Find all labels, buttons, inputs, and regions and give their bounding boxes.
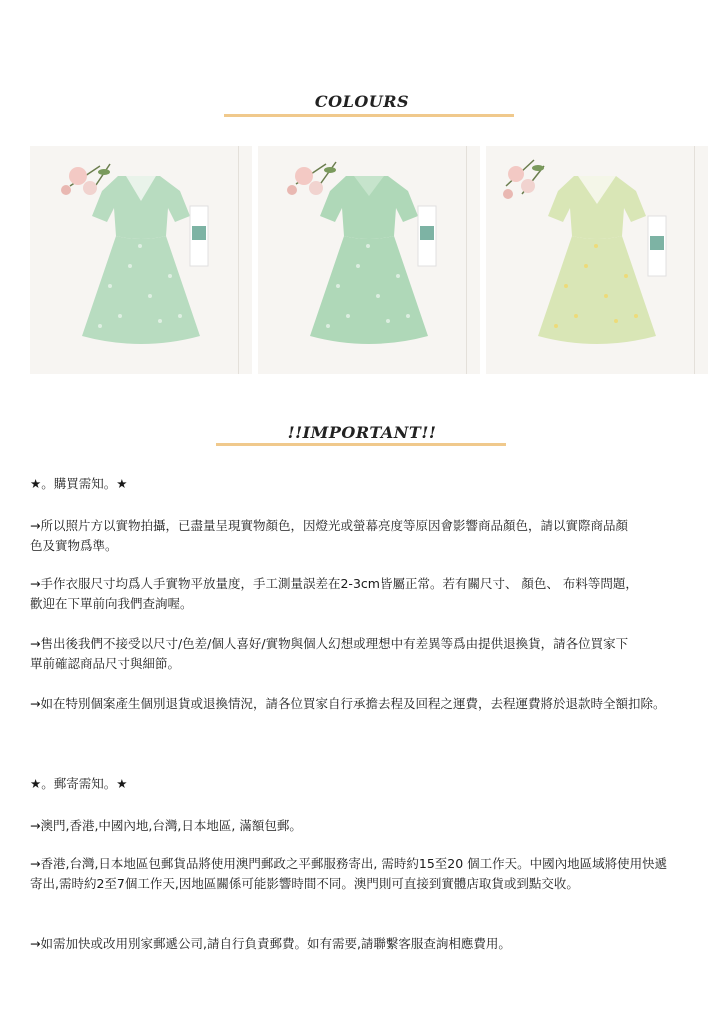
product-photo-1[interactable] [30, 146, 252, 374]
dress-image-3 [486, 146, 708, 374]
shipping-paragraph-2 [30, 854, 675, 894]
purchase-text-2: →手作衣服尺寸均爲人手實物平放量度，手工測量誤差在2-3cm皆屬正常。若有關尺寸、 顏色、 布料等問題，歡迎在下單前向我們查詢喔。 [30, 576, 638, 611]
purchase-paragraph-2 [30, 574, 650, 614]
important-title-underline [216, 443, 506, 446]
shipping-notice [30, 774, 670, 794]
shipping-text-1: →澳門,香港,中國內地,台灣,日本地區, 滿額包郵。 [30, 818, 302, 833]
shipping-text-2: →香港,台灣,日本地區包郵貨品將使用澳門郵政之平郵服務寄出, 需時約15至20 個工作天。中國內地區域將使用快遞寄出,需時約2至7個工作天,因地區關係可能影響時間不同。澳門則可直接到實體店取貨或到點交收。 [30, 856, 668, 891]
purchase-text-4: →如在特別個案產生個別退貨或退換情況，請各位買家自行承擔去程及回程之運費，去程運費將於退款時全額扣除。 [30, 696, 666, 711]
colours-title: COLOURS [314, 92, 410, 111]
product-photo-2[interactable] [258, 146, 480, 374]
purchase-paragraph-3 [30, 634, 630, 674]
shipping-paragraph-3 [30, 934, 670, 954]
purchase-text-3: →售出後我們不接受以尺寸/色差/個人喜好/實物與個人幻想或理想中有差異等爲由提供退換貨，請各位買家下單前確認商品尺寸與細節。 [30, 636, 629, 671]
dress-image-1 [30, 146, 252, 374]
purchase-paragraph-1 [30, 516, 630, 556]
shipping-heading: ★。郵寄需知。★ [30, 776, 128, 791]
shipping-paragraph-1 [30, 816, 670, 836]
colours-title-underline [224, 114, 514, 117]
purchase-paragraph-4 [30, 694, 670, 714]
shipping-text-3: →如需加快或改用別家郵遞公司,請自行負責郵費。如有需要,請聯繫客服查詢相應費用。 [30, 936, 511, 951]
important-title: !!IMPORTANT!! [287, 423, 437, 442]
purchase-heading: ★。購買需知。★ [30, 476, 128, 491]
product-photo-3[interactable] [486, 146, 708, 374]
purchase-text-1: →所以照片方以實物拍攝，已盡量呈現實物顏色，因燈光或螢幕亮度等原因會影響商品顏色，請以實際商品顏色及實物爲準。 [30, 518, 628, 553]
dress-image-2 [258, 146, 480, 374]
purchase-notice [30, 474, 670, 494]
